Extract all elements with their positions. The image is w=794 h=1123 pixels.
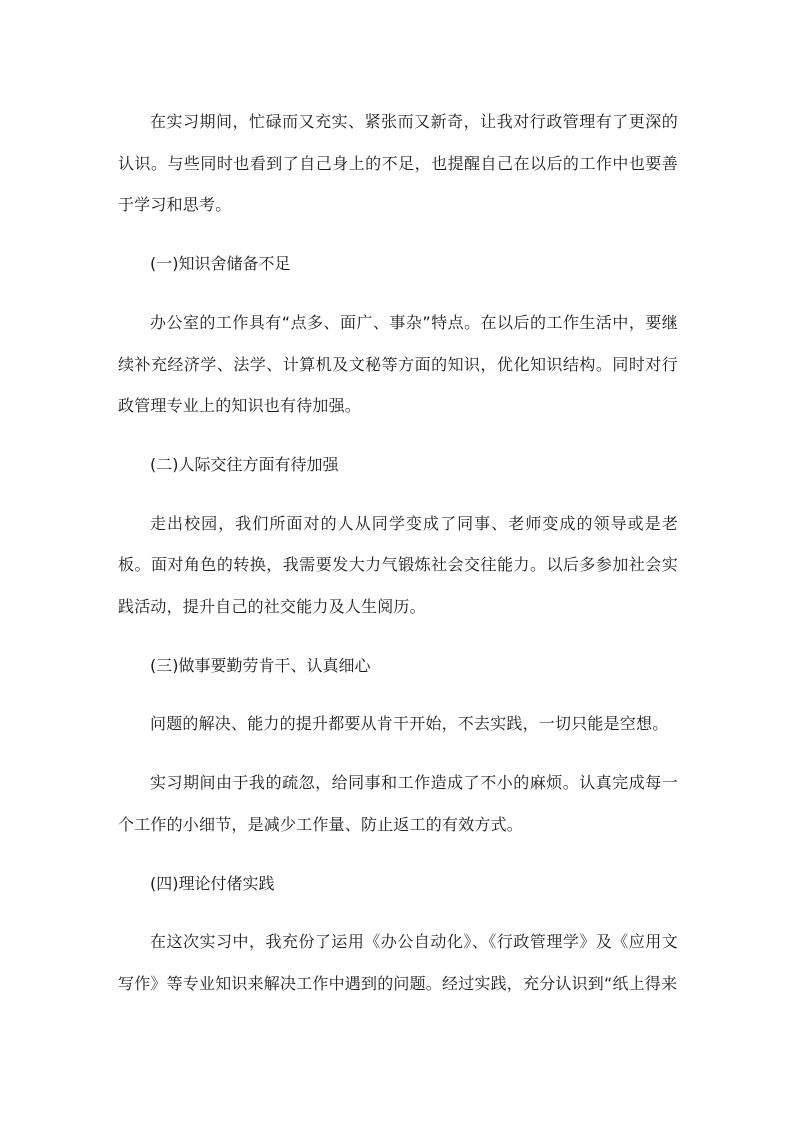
paragraph-carelessness: 实习期间由于我的疏忽，给同事和工作造成了不小的麻烦。认真完成每一个工作的小细节，是减少工作量、防止返工的有效方式。 xyxy=(118,773,678,834)
section-heading-diligence: (三)做事要勤劳肯干、认真细心 xyxy=(150,655,371,675)
paragraph-gap xyxy=(118,846,678,863)
paragraph-gap xyxy=(118,226,678,243)
paragraph-office-work: 办公室的工作具有“点多、面广、事杂”特点。在以后的工作生活中，要继续补充经济学、法学、计算机及文秘等方面的知识，优化知识结构。同时对行政管理专业上的知识也有待加强。 xyxy=(118,312,678,416)
paragraph-gap xyxy=(118,904,678,921)
paragraph-gap xyxy=(118,686,678,703)
document-body xyxy=(118,101,678,1005)
paragraph-leaving-campus: 走出校园，我们所面对的人从同学变成了同事、老师变成的领导或是老板。面对角色的转换，我需要发大力气锻炼社会交往能力。以后多参加社会实践活动，提升自己的社交能力及人生阅历。 xyxy=(118,513,678,617)
paragraph-problem-solving: 问题的解决、能力的提升都要从肯干开始，不去实践，一切只能是空想。 xyxy=(150,714,669,734)
paragraph-gap xyxy=(118,427,678,444)
section-heading-knowledge: (一)知识舍储备不足 xyxy=(150,254,291,274)
paragraph-gap xyxy=(118,486,678,503)
paragraph-gap xyxy=(118,628,678,645)
paragraph-gap xyxy=(118,285,678,302)
section-heading-theory-practice: (四)理论付偖实践 xyxy=(150,873,275,893)
paragraph-gap xyxy=(118,745,678,762)
paragraph-internship-reflection: 在实习期间，忙碌而又充实、紧张而又新奇，让我对行政管理有了更深的认识。与些同时也看到了自己身上的不足，也提醒自己在以后的工作中也要善于学习和思考。 xyxy=(118,112,678,215)
section-heading-interpersonal: (二)人际交往方面有待加强 xyxy=(150,454,339,474)
paragraph-applying-knowledge: 在这次实习中，我充份了运用《办公自动化》、《行政管理学》及《应用文写作》等专业知识来解决工作中遇到的问题。经过实践，充分认识到“纸上得来 xyxy=(118,932,678,993)
